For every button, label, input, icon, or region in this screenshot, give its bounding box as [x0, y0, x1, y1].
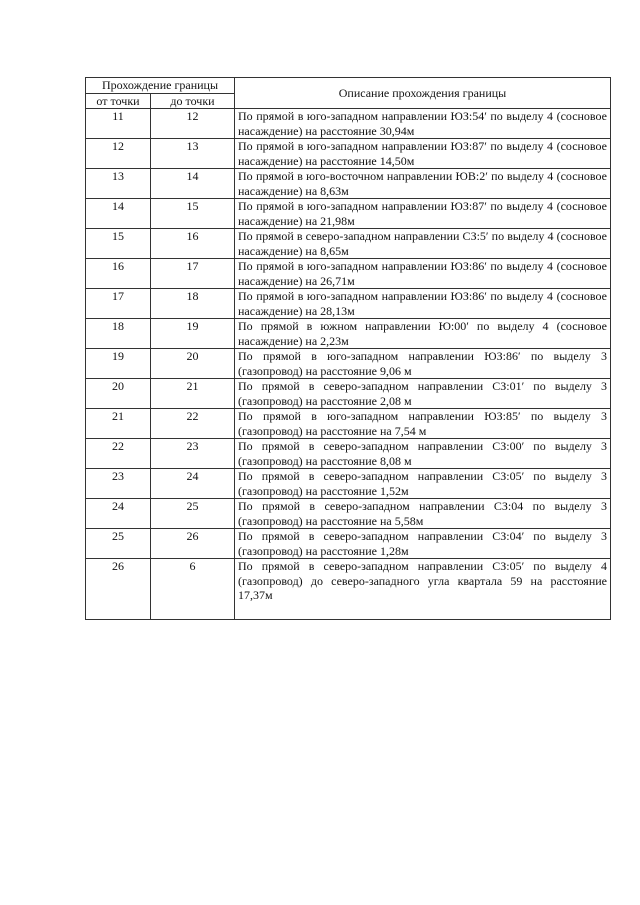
description-cell: По прямой в юго-западном направлении ЮЗ:86′ по выделу 3 (газопровод) на расстояние 9,06 м [235, 349, 611, 379]
to-point-cell: 16 [151, 229, 235, 259]
description-cell: По прямой в юго-западном направлении ЮЗ:87′ по выделу 4 (сосновое насаждение) на расстояние 14,50м [235, 139, 611, 169]
description-cell: По прямой в юго-западном направлении ЮЗ:85′ по выделу 3 (газопровод) на расстояние на 7,54 м [235, 409, 611, 439]
from-point-cell: 19 [86, 349, 151, 379]
table-row [86, 139, 611, 169]
table-row [86, 229, 611, 259]
table-row [86, 529, 611, 559]
from-point-cell: 22 [86, 439, 151, 469]
to-point-cell: 25 [151, 499, 235, 529]
table-row [86, 259, 611, 289]
description-cell: По прямой в северо-западном направлении СЗ:05′ по выделу 4 (газопровод) до северо-западного угла квартала 59 на расстояние 17,37м [235, 559, 611, 620]
from-point-cell: 18 [86, 319, 151, 349]
description-cell: По прямой в северо-западном направлении СЗ:05′ по выделу 3 (газопровод) на расстояние 1,52м [235, 469, 611, 499]
to-point-cell: 13 [151, 139, 235, 169]
to-point-cell: 19 [151, 319, 235, 349]
to-point-cell: 6 [151, 559, 235, 620]
description-cell: По прямой в северо-западном направлении СЗ:04 по выделу 3 (газопровод) на расстояние на 5,58м [235, 499, 611, 529]
to-point-cell: 17 [151, 259, 235, 289]
to-point-cell: 12 [151, 109, 235, 139]
to-point-cell: 23 [151, 439, 235, 469]
table-row [86, 559, 611, 620]
table-row [86, 499, 611, 529]
to-point-cell: 24 [151, 469, 235, 499]
table-row [86, 469, 611, 499]
from-point-cell: 24 [86, 499, 151, 529]
to-point-cell: 22 [151, 409, 235, 439]
table-row [86, 109, 611, 139]
from-point-cell: 15 [86, 229, 151, 259]
from-point-cell: 14 [86, 199, 151, 229]
to-point-cell: 15 [151, 199, 235, 229]
to-point-cell: 18 [151, 289, 235, 319]
from-point-cell: 13 [86, 169, 151, 199]
description-cell: По прямой в южном направлении Ю:00′ по выделу 4 (сосновое насаждение) на 2,23м [235, 319, 611, 349]
from-point-cell: 25 [86, 529, 151, 559]
from-point-cell: 11 [86, 109, 151, 139]
to-point-cell: 14 [151, 169, 235, 199]
table-row [86, 349, 611, 379]
header-from-point: от точки [86, 93, 151, 109]
boundary-table [85, 77, 611, 620]
header-to-point: до точки [151, 93, 235, 109]
table-row [86, 289, 611, 319]
from-point-cell: 20 [86, 379, 151, 409]
from-point-cell: 12 [86, 139, 151, 169]
description-cell: По прямой в юго-восточном направлении ЮВ:2′ по выделу 4 (сосновое насаждение) на 8,63м [235, 169, 611, 199]
from-point-cell: 23 [86, 469, 151, 499]
header-boundary-passage: Прохождение границы [86, 78, 235, 94]
description-cell: По прямой в юго-западном направлении ЮЗ:54′ по выделу 4 (сосновое насаждение) на расстояние 30,94м [235, 109, 611, 139]
table-row [86, 319, 611, 349]
description-cell: По прямой в северо-западном направлении СЗ:01′ по выделу 3 (газопровод) на расстояние 2,08 м [235, 379, 611, 409]
description-cell: По прямой в северо-западном направлении СЗ:5′ по выделу 4 (сосновое насаждение) на 8,65м [235, 229, 611, 259]
from-point-cell: 17 [86, 289, 151, 319]
description-cell: По прямой в юго-западном направлении ЮЗ:86′ по выделу 4 (сосновое насаждение) на 26,71м [235, 259, 611, 289]
table-row [86, 379, 611, 409]
description-cell: По прямой в северо-западном направлении СЗ:00′ по выделу 3 (газопровод) на расстояние 8,08 м [235, 439, 611, 469]
description-cell: По прямой в юго-западном направлении ЮЗ:87′ по выделу 4 (сосновое насаждение) на 21,98м [235, 199, 611, 229]
to-point-cell: 21 [151, 379, 235, 409]
from-point-cell: 16 [86, 259, 151, 289]
description-cell: По прямой в юго-западном направлении ЮЗ:86′ по выделу 4 (сосновое насаждение) на 28,13м [235, 289, 611, 319]
table-row [86, 199, 611, 229]
to-point-cell: 20 [151, 349, 235, 379]
table-row [86, 409, 611, 439]
to-point-cell: 26 [151, 529, 235, 559]
from-point-cell: 26 [86, 559, 151, 620]
header-description: Описание прохождения границы [235, 78, 611, 109]
from-point-cell: 21 [86, 409, 151, 439]
table-row [86, 169, 611, 199]
description-cell: По прямой в северо-западном направлении СЗ:04′ по выделу 3 (газопровод) на расстояние 1,28м [235, 529, 611, 559]
table-row [86, 439, 611, 469]
